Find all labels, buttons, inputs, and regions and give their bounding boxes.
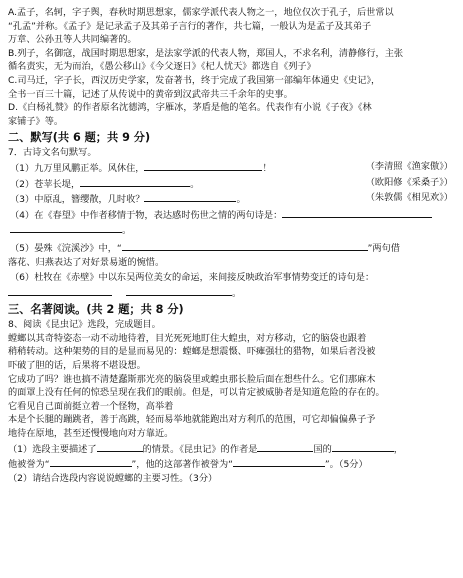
item-text: （6）杜牧在《赤壁》中以东吴两位美女的命运，来间接反映政治军事情势变迁的诗句是：: [10, 272, 375, 284]
option-line: 万章、公孙丑等人共同编著的。: [8, 34, 137, 46]
option-line: 循名责实，无为而治，《愚公移山》《今父逐日》《杞人忧天》都选自《列子》: [8, 61, 316, 73]
answer-blank[interactable]: [122, 240, 368, 251]
poem-item-cont: [8, 222, 453, 238]
option-line: D.《白杨礼赞》的作者原名沈德鸿，字雁冰，茅盾是他的笔名。代表作有小说《子夜》《林: [8, 102, 372, 114]
sub-question-text: ”。（5分）: [324, 459, 368, 471]
options-block: [8, 6, 453, 128]
answer-blank[interactable]: [144, 191, 236, 202]
poem-item: [8, 240, 453, 256]
item-text: ”两句借: [367, 242, 400, 254]
item-source: （欧阳修《采桑子》）: [365, 176, 453, 188]
item-text: （5）晏殊《浣溪沙》中，“: [10, 242, 122, 254]
passage: [8, 332, 453, 441]
passage-line: 本是个长腿的蹦跳者，善于高跳，轻而易举地就能跑出对方利爪的范围，可它却偏偏鼻子予: [8, 414, 376, 426]
option-line: 家铺子》等。: [8, 115, 64, 127]
item-text: 。: [122, 225, 132, 237]
sub-question-1: [8, 441, 453, 457]
passage-line: 它看见自己面前挺立着一个怪物，高举着: [8, 400, 174, 412]
answer-blank[interactable]: [233, 456, 325, 467]
item-text: 。: [190, 178, 200, 190]
passage-line: 螳螂以其奇特姿态一动不动地待着，目光死死地盯住大蝗虫，对方移动，它的脑袋也跟着: [8, 332, 367, 344]
answer-blank[interactable]: [50, 456, 132, 467]
option-line: “孔孟”并称。《孟子》是记录孟子及其弟子言行的著作，共七篇，一般认为是孟子及其弟子: [8, 20, 372, 32]
poem-item: [8, 207, 453, 223]
question-title: 8、阅读《昆虫记》选段，完成题目。: [8, 319, 161, 331]
passage-line: 吓破了胆的话，后果将不堪设想。: [8, 360, 146, 372]
item-text: （3）中原乱，簪缨散，几时收？: [10, 194, 145, 206]
passage-line: 稍稍转动。这种架势的目的是显而易见的：螳螂是想震慑、吓瘫强壮的猎物，如果后者没被: [8, 346, 376, 358]
option-line: B.列子，名御寇，战国时期思想家，是法家学派的代表人物，郑国人，不求名利，清静修行，主张: [8, 47, 404, 59]
answer-blank[interactable]: [97, 441, 143, 452]
sub-question-2: （2）请结合选段内容说说螳螂的主要习性。（3分）: [8, 472, 218, 484]
sub-question-text: 的情景。《昆虫记》的作者是: [142, 443, 258, 455]
answer-blank[interactable]: [332, 441, 394, 452]
poem-item-cont: [8, 285, 453, 301]
option-line: C.司马迁，字子长，西汉历史学家，发奋著书，终于完成了我国第一部编年体通史《史记》，: [8, 74, 381, 86]
option-line: A.孟子，名轲，字子舆，春秋时期思想家，儒家学派代表人物之一，地位仅次于孔子，后世常以: [8, 7, 394, 18]
answer-blank[interactable]: [10, 222, 122, 233]
poem-item: [8, 160, 453, 176]
poem-item: [8, 191, 453, 207]
sub-question-text: 国的: [313, 443, 332, 455]
option-line: 全书一百三十篇，记述了从传说中的黄帝到汉武帝共三千余年的史事。: [8, 88, 293, 100]
passage-line: 地待在原地，甚至还慢慢地向对方靠近。: [8, 428, 174, 440]
sub-question-text: ，: [393, 443, 403, 455]
passage-line: 它成功了吗？谁也搞不清楚蠢斯那光亮的脑袋里或蝗虫那长脸后面在想些什么。它们那麻木: [8, 373, 376, 385]
item-text: （4）在《春望》中作者移情于物，表达感时伤世之情的两句诗是：: [10, 209, 283, 221]
answer-blank[interactable]: [282, 207, 432, 218]
item-text: 。: [236, 194, 246, 206]
item-text: （2）苍苹长堤，: [10, 178, 81, 190]
answer-blank[interactable]: [8, 285, 112, 296]
answer-blank[interactable]: [126, 285, 232, 296]
item-text: 。: [232, 287, 242, 299]
passage-line: 的面罩上没有任何的惊恐呈现在我们的眼前。但是，可以肯定被威胁者是知道危险的存在的。: [8, 387, 385, 399]
sub-question-1-cont: [8, 456, 453, 472]
question-title: 7．古诗文名句默写。: [8, 147, 97, 159]
item-text: 落花、归燕表达了对好景易逝的惋惜。: [8, 256, 165, 268]
answer-blank[interactable]: [257, 441, 313, 452]
item-source: （朱敦儒《相见欢》）: [365, 192, 453, 204]
sub-question-text: （1）选段主要描述了: [8, 443, 97, 455]
item-text: ！: [262, 162, 272, 174]
sub-question-text: 他被誉为“: [8, 459, 50, 471]
answer-blank[interactable]: [144, 160, 262, 171]
answer-blank[interactable]: [80, 176, 190, 187]
item-text: （1）九万里风鹏正举。风休住，: [10, 162, 145, 174]
section-title: 三、名著阅读。(共 2 题；共 8 分): [8, 303, 184, 317]
sub-question-text: ”，他的这部著作被誉为“: [131, 459, 233, 471]
poem-item: [8, 176, 453, 192]
item-source: （李清照《渔家傲》）: [365, 160, 453, 172]
section-title: 二、默写(共 6 题；共 9 分): [8, 131, 151, 145]
